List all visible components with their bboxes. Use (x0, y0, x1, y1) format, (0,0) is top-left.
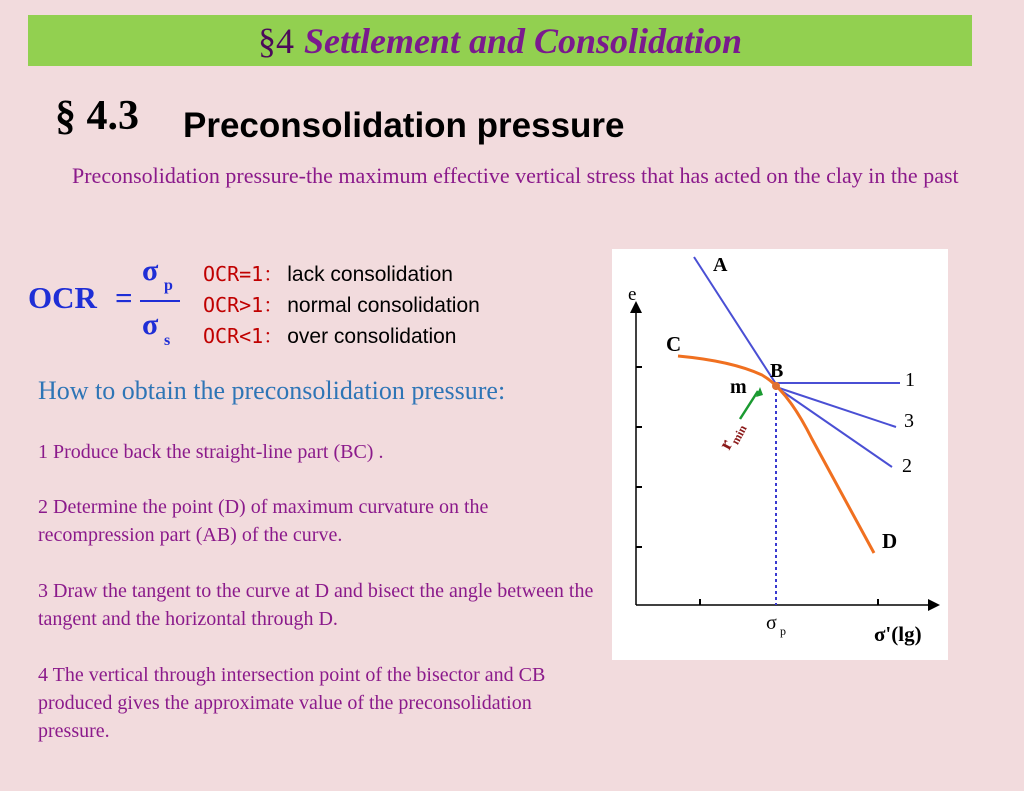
line-label-2: 2 (902, 455, 912, 477)
compression-curve-figure (612, 249, 948, 660)
x-axis-label: σ'(lg) (874, 622, 922, 646)
y-axis-label: e (628, 284, 637, 305)
ocr-meaning: lack consolidation (287, 263, 453, 286)
point-label-B: B (770, 360, 784, 382)
denominator-subscript: s (164, 332, 171, 349)
sigma-p-sub: p (780, 624, 786, 638)
sigma-p-label: σ (766, 612, 777, 634)
line-label-1: 1 (905, 369, 915, 391)
ocr-condition: OCR=1： (203, 262, 284, 286)
line-2 (776, 387, 892, 467)
line-label-3: 3 (904, 410, 914, 432)
ocr-case-row (203, 320, 457, 349)
procedure-step: 4 The vertical through intersection point of the bisector and CB produced gives the approximate value of the preconsolidation pressure. (38, 664, 546, 742)
ocr-case-row (203, 289, 480, 318)
ocr-meaning: normal consolidation (287, 294, 480, 317)
procedure-step: 3 Draw the tangent to the curve at D and bisect the angle between the tangent and the horizontal through D. (38, 580, 594, 630)
numerator-sigma: σ (142, 254, 159, 287)
section-symbol: §4 (257, 20, 294, 61)
svg-text:min: min (727, 422, 750, 447)
svg-text:r: r (714, 436, 738, 454)
figure-svg (612, 249, 948, 660)
equals-sign: = (115, 280, 133, 315)
ocr-condition: OCR<1： (203, 324, 284, 348)
point-label-D: D (882, 529, 898, 553)
point-label-m: m (730, 376, 747, 398)
denominator-sigma: σ (142, 308, 159, 341)
slide-banner (28, 15, 972, 66)
section-title: Preconsolidation pressure (183, 106, 625, 145)
section-number: § 4.3 (55, 93, 139, 139)
point-label-A: A (713, 254, 728, 276)
ocr-case-row (203, 258, 453, 287)
ocr-meaning: over consolidation (287, 325, 457, 348)
radius-label (715, 418, 750, 455)
ocr-label: OCR (28, 280, 97, 315)
numerator-subscript: p (164, 277, 173, 294)
procedure-step: 2 Determine the point (D) of maximum curvature on the recompression part (AB) of the curve. (38, 496, 489, 546)
ocr-condition: OCR>1： (203, 293, 284, 317)
how-to-title: How to obtain the preconsolidation pressure: (38, 376, 506, 405)
banner-title: Settlement and Consolidation (303, 20, 743, 61)
point-B (772, 382, 780, 390)
definition-text: Preconsolidation pressure-the maximum effective vertical stress that has acted on the clay in the past (72, 163, 959, 188)
point-label-C: C (666, 332, 682, 356)
procedure-step: 1 Produce back the straight-line part (BC) . (38, 441, 384, 463)
fraction-bar (140, 300, 180, 302)
